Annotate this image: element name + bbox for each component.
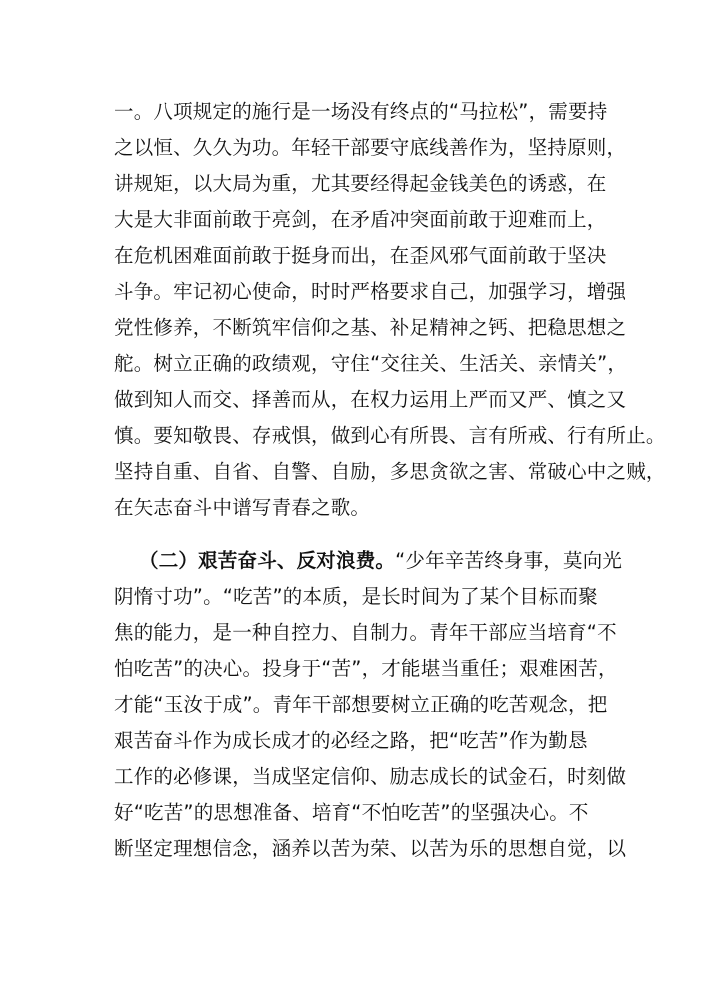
paragraph-1-line: 一。八项规定的施行是一场没有终点的“马拉松”，需要持: [114, 100, 608, 123]
paragraph-2-first-line-text: “少年辛苦终身事，莫向光: [395, 549, 623, 572]
paragraph-1-line: 之以恒、久久为功。年轻干部要守底线善作为，坚持原则，: [114, 136, 627, 159]
paragraph-2-line: 怕吃苦”的决心。投身于“苦”，才能堪当重任；艰难困苦，: [114, 657, 618, 680]
paragraph-1-line: 慎。要知敬畏、存戒惧，做到心有所畏、言有所戒、行有所止。: [114, 424, 666, 447]
paragraph-1-line: 舵。树立正确的政绩观，守住“交往关、生活关、亲情关”，: [114, 352, 628, 375]
paragraph-1-line: 坚持自重、自省、自警、自励，多思贪欲之害、常破心中之贼，: [114, 460, 666, 483]
paragraph-1-line: 斗争。牢记初心使命，时时严格要求自己，加强学习，增强: [114, 280, 627, 303]
paragraph-2-line: 才能“玉汝于成”。青年干部想要树立正确的吃苦观念，把: [114, 693, 608, 716]
paragraph-1-line: 大是大非面前敢于亮剑，在矛盾冲突面前敢于迎难而上，: [114, 208, 607, 231]
section-heading: （二）艰苦奋斗、反对浪费。: [139, 549, 396, 572]
paragraph-2-line: 断坚定理想信念，涵养以苦为荣、以苦为乐的思想自觉，以: [114, 837, 627, 860]
paragraph-2-first-line: [139, 549, 622, 573]
paragraph-2-line: 艰苦奋斗作为成长成才的必经之路，把“吃苦”作为勤恳: [114, 729, 588, 752]
paragraph-2-line: 阴惰寸功”。“吃苦”的本质，是长时间为了某个目标而聚: [114, 585, 599, 608]
paragraph-1-line: 在危机困难面前敢于挺身而出，在歪风邪气面前敢于坚决: [114, 244, 607, 267]
paragraph-2-line: 好“吃苦”的思想准备、培育“不怕吃苦”的坚强决心。不: [114, 801, 589, 824]
paragraph-1-line: 党性修养，不断筑牢信仰之基、补足精神之钙、把稳思想之: [114, 316, 627, 339]
paragraph-2-line: 焦的能力，是一种自控力、自制力。青年干部应当培育“不: [114, 621, 617, 644]
paragraph-1-line: 在矢志奋斗中谱写青春之歌。: [114, 496, 371, 519]
paragraph-1-line: 讲规矩，以大局为重，尤其要经得起金钱美色的诱惑，在: [114, 172, 607, 195]
paragraph-1-line: 做到知人而交、择善而从，在权力运用上严而又严、慎之又: [114, 388, 627, 411]
paragraph-2-line: 工作的必修课，当成坚定信仰、励志成长的试金石，时刻做: [114, 765, 627, 788]
